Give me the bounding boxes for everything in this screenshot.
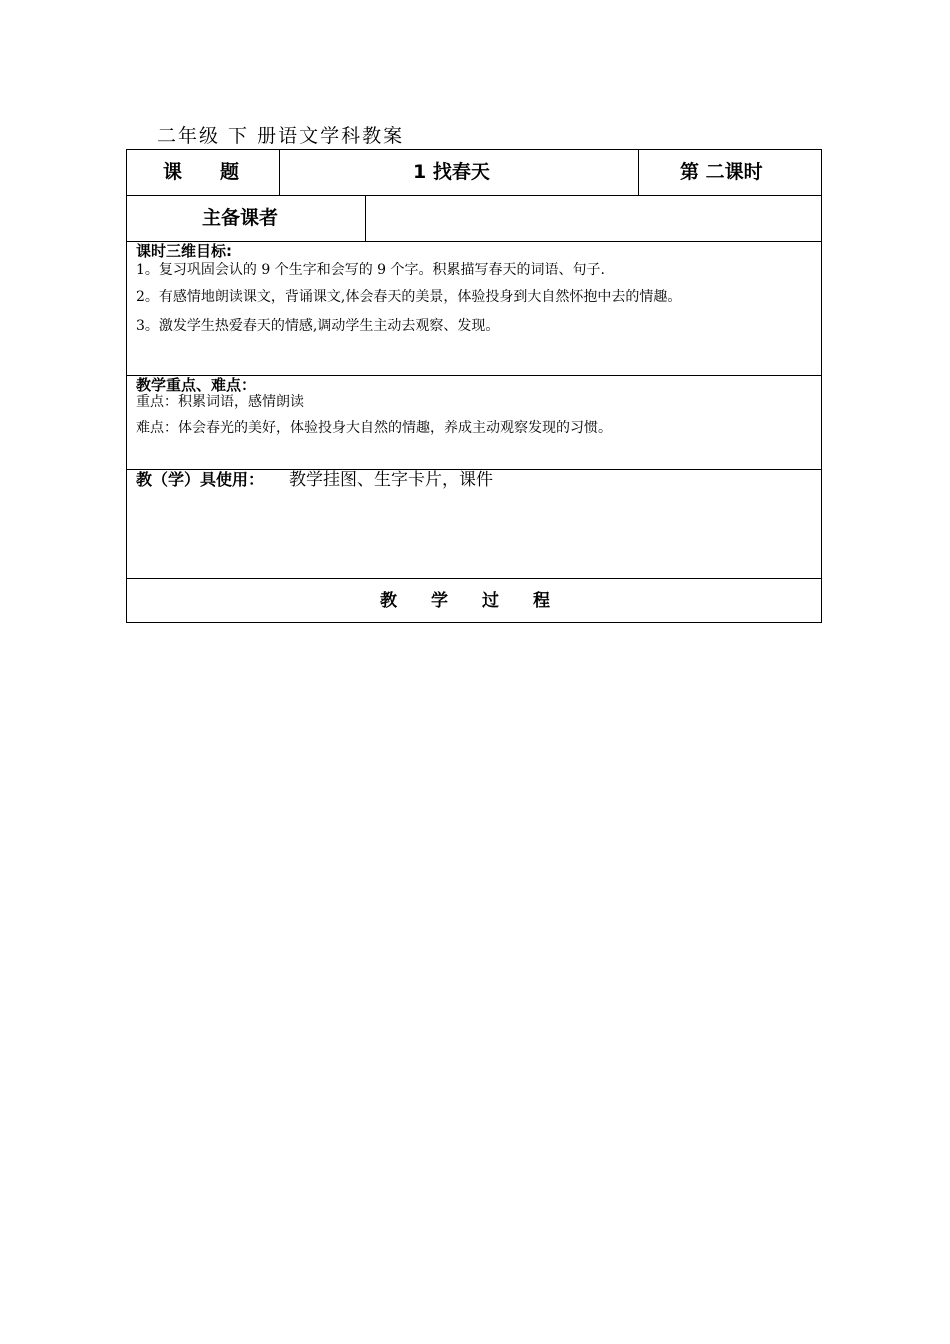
period-label: 第 二课时 [680, 161, 763, 183]
topic-label: 课 题 [163, 161, 240, 183]
key-point-item: 难点：体会春光的美好，体验投身大自然的情趣，养成主动观察发现的习惯。 [136, 420, 612, 436]
topic-value: 1 找春天 [413, 161, 490, 183]
preparer-label: 主备课者 [202, 207, 279, 229]
document-title: 二年级 下 册语文学科教案 [157, 125, 405, 147]
objectives-heading: 课时三维目标: [136, 242, 232, 260]
objective-item: 1。复习巩固会认的 9 个生字和会写的 9 个字。积累描写春天的词语、句子. [136, 262, 605, 278]
process-header: 教 学 过 程 [380, 591, 550, 611]
key-points-heading: 教学重点、难点： [136, 376, 257, 394]
tools-value: 教学挂图、生字卡片，课件 [289, 470, 493, 490]
key-point-item: 重点：积累词语，感情朗读 [136, 394, 304, 410]
objective-item: 3。激发学生热爱春天的情感,调动学生主动去观察、发现。 [136, 318, 500, 334]
objective-item: 2。有感情地朗读课文，背诵课文,体会春天的美景，体验投身到大自然怀抱中去的情趣。 [136, 289, 682, 305]
tools-label: 教（学）具使用： [136, 470, 265, 489]
